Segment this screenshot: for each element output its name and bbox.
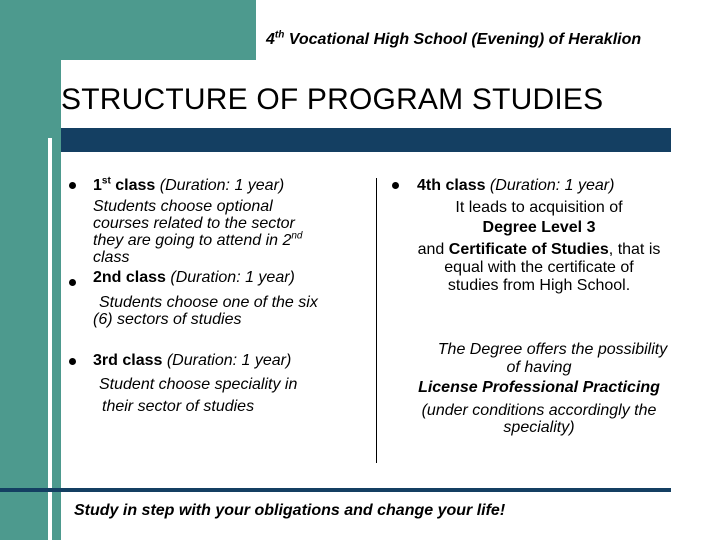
class3-label: 3rd class: [93, 352, 163, 369]
class3-text-1: Student choose speciality in: [99, 376, 298, 393]
class3-duration: (Duration: 1 year): [162, 352, 292, 369]
class1-heading: [93, 177, 353, 194]
degree-text-5: speciality): [503, 419, 575, 436]
bullet-icon: [69, 182, 76, 189]
class4-text-3-c: , that is: [608, 241, 661, 258]
footer-line-left: [0, 488, 61, 492]
header-text: [266, 31, 641, 49]
class1-text-4: class: [93, 249, 130, 266]
degree-text-4: (under conditions accordingly the: [421, 402, 657, 419]
side-line: [48, 138, 52, 540]
class2-duration: (Duration: 1 year): [165, 269, 295, 286]
title-bar: [61, 128, 671, 152]
class1-sup: st: [101, 175, 111, 187]
bullet-icon: [69, 358, 76, 365]
class2-label: 2nd class: [93, 269, 166, 286]
bullet-icon: [392, 182, 399, 189]
degree-text-2: of having: [506, 359, 572, 376]
class2-heading: [93, 269, 363, 286]
header-school: Vocational High School (Evening) of Heraklion: [284, 31, 642, 48]
degree-text-1: The Degree offers the possibility: [437, 341, 668, 358]
class1-text-2: courses related to the sector: [93, 215, 295, 232]
header-ordinal-suffix: th: [274, 29, 285, 41]
class4-text-3-a: and: [417, 241, 449, 258]
page-title: STRUCTURE OF PROGRAM STUDIES: [61, 83, 604, 116]
bullet-icon: [69, 279, 76, 286]
bottom-line: [61, 488, 671, 492]
class1-text-3: [93, 232, 363, 249]
class4-duration: (Duration: 1 year): [485, 177, 615, 194]
class4-text-4: equal with the certificate of: [444, 259, 634, 276]
class1-duration: (Duration: 1 year): [155, 177, 285, 194]
class1-label: 1: [93, 177, 102, 194]
class2-text-2: (6) sectors of studies: [93, 311, 242, 328]
class4-text-1: It leads to acquisition of: [455, 199, 623, 216]
class4-text-5: studies from High School.: [447, 277, 631, 294]
class4-text-3: [395, 241, 683, 258]
class2-text-1: Students choose one of the six: [99, 294, 318, 311]
column-divider: [376, 178, 377, 463]
class4-heading: [417, 177, 697, 194]
class1-text-1: Students choose optional: [93, 198, 273, 215]
degree-text-3: License Professional Practicing: [418, 379, 660, 396]
class3-heading: [93, 352, 363, 369]
class3-text-2: their sector of studies: [102, 398, 255, 415]
class4-text-2: Degree Level 3: [482, 219, 596, 236]
class1-text-3-main: they are going to attend in 2: [93, 232, 292, 249]
class1-text-3-sup: nd: [291, 230, 303, 242]
header-ordinal: 4: [266, 31, 275, 48]
class4-text-3-b: Certificate of Studies: [448, 241, 609, 258]
footer-slogan: Study in step with your obligations and change your life!: [74, 502, 506, 519]
class1-rest: class: [110, 177, 156, 194]
top-block: [0, 0, 256, 60]
class4-label: 4th class: [417, 177, 486, 194]
